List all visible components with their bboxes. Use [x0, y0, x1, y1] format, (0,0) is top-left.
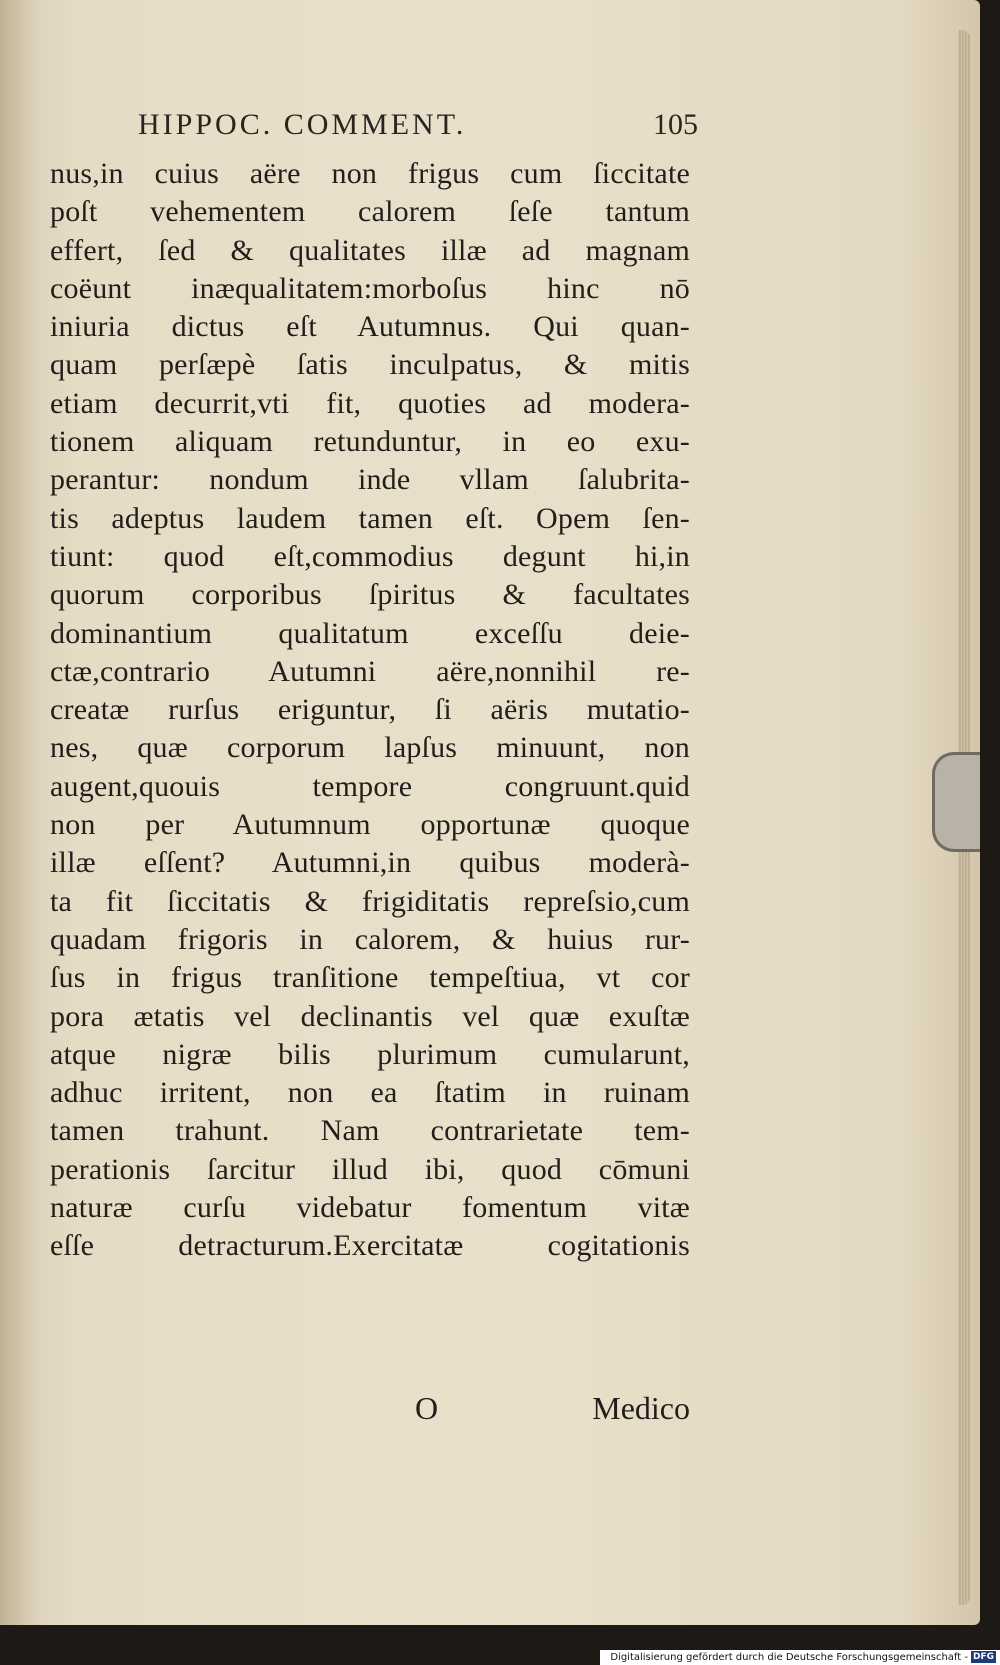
- text-line: augent,quouis tempore congruunt.quid: [50, 769, 690, 803]
- page-clip: [932, 752, 980, 852]
- text-line: atque nigræ bilis plurimum cumularunt,: [50, 1037, 690, 1071]
- signature-mark: O: [415, 1390, 439, 1426]
- credit-text: Digitalisierung gefördert durch die Deutsche Forschungsgemeinschaft -: [610, 1652, 968, 1663]
- text-line: etiam decurrit,vti fit, quoties ad modera-: [50, 386, 690, 420]
- text-line: ctæ,contrario Autumni aëre,nonnihil re-: [50, 654, 690, 688]
- text-line: poſt vehementem calorem ſeſe tantum: [50, 195, 690, 229]
- page-header: [138, 108, 698, 148]
- text-line: tiunt: quod eſt,commodius degunt hi,in: [50, 539, 690, 573]
- text-line: dominantium qualitatum exceſſu deie-: [50, 616, 690, 650]
- text-line: perantur: nondum inde vllam ſalubrita-: [50, 463, 690, 497]
- dfg-logo: DFG: [972, 1652, 994, 1662]
- page-gutter: [0, 0, 40, 1625]
- page-number: 105: [653, 108, 698, 141]
- digitization-credit: [600, 1650, 1000, 1665]
- text-line: quadam frigoris in calorem, & huius rur-: [50, 922, 690, 956]
- text-line: ta fit ſiccitatis & frigiditatis repreſsio,cum: [50, 884, 690, 918]
- text-line: nus,in cuius aëre non frigus cum ſiccitate: [50, 157, 690, 190]
- text-line: tamen trahunt. Nam contrarietate tem-: [50, 1114, 690, 1148]
- catchword: Medico: [592, 1390, 690, 1426]
- text-line: nes, quæ corporum lapſus minuunt, non: [50, 731, 690, 765]
- text-line: effert, ſed & qualitates illæ ad magnam: [50, 233, 690, 267]
- text-line: adhuc irritent, non ea ſtatim in ruinam: [50, 1076, 690, 1110]
- text-line: coëunt inæqualitatem:morboſus hinc nō: [50, 271, 690, 305]
- text-line: tis adeptus laudem tamen eſt. Opem ſen-: [50, 501, 690, 535]
- text-line: iniuria dictus eſt Autumnus. Qui quan-: [50, 310, 690, 344]
- page-footer: [415, 1390, 690, 1430]
- text-line: non per Autumnum opportunæ quoque: [50, 808, 690, 842]
- text-line: naturæ curſu videbatur fomentum vitæ: [50, 1191, 690, 1225]
- text-line: eſſe detracturum.Exercitatæ cogitationis: [50, 1229, 690, 1263]
- running-title: HIPPOC. COMMENT.: [138, 108, 467, 141]
- text-line: ſus in frigus tranſitione tempeſtiua, vt cor: [50, 961, 690, 995]
- text-line: quam perſæpè ſatis inculpatus, & mitis: [50, 348, 690, 382]
- body-text: [50, 155, 690, 1266]
- text-line: pora ætatis vel declinantis vel quæ exuſtæ: [50, 999, 690, 1033]
- text-line: creatæ rurſus eriguntur, ſi aëris mutatio-: [50, 693, 690, 727]
- text-line: quorum corporibus ſpiritus & facultates: [50, 578, 690, 612]
- text-line: perationis ſarcitur illud ibi, quod cōmuni: [50, 1152, 690, 1186]
- text-line: tionem aliquam retunduntur, in eo exu-: [50, 425, 690, 459]
- text-line: illæ eſſent? Autumni,in quibus moderà-: [50, 846, 690, 880]
